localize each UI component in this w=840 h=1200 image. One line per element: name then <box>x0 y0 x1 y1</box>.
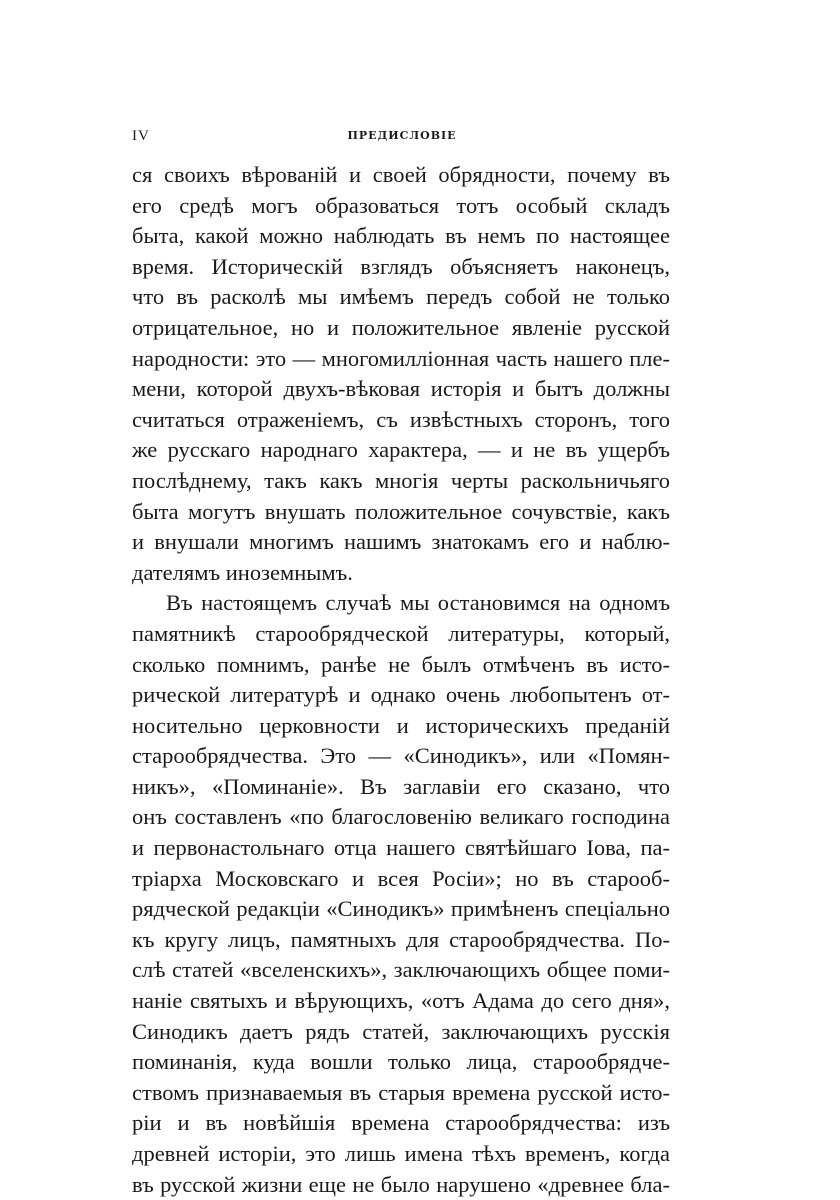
text-line: носительно церковности и историческихъ преданій <box>132 712 670 738</box>
text-line: считаться отраженіемъ, съ извѣстныхъ сторонъ, того <box>132 406 670 432</box>
text-line: народности: это — многомилліонная часть нашего пле- <box>132 345 670 371</box>
text-line: отрицательное, но и положительное явленіе русской <box>132 314 670 340</box>
text-line: тріарха Московскаго и всея Росіи»; но въ старооб- <box>132 865 670 891</box>
text-line: рядческой редакціи «Синодикъ» примѣненъ спеціально <box>132 896 670 922</box>
text-line: древней исторіи, это лишь имена тѣхъ временъ, когда <box>132 1141 670 1166</box>
text-line: слѣ статей «вселенскихъ», заключающихъ общее поми- <box>132 957 670 983</box>
running-head: ПРЕДИСЛОВІЕ <box>347 129 457 142</box>
text-line: рической литературѣ и однако очень любопытенъ от- <box>132 682 670 708</box>
paragraph-end-line: дателямъ иноземнымъ. <box>132 559 353 585</box>
text-line: быта могутъ внушать положительное сочувствіе, какъ <box>132 498 670 524</box>
text-line: Синодикъ даетъ рядъ статей, заключающихъ русскія <box>132 1018 670 1044</box>
text-line: что въ расколѣ мы имѣемъ передъ собой не только <box>132 284 670 310</box>
text-line: послѣднему, такъ какъ многія черты раскольничьяго <box>132 467 670 493</box>
text-line: наніе святыхъ и вѣрующихъ, «отъ Адама до сего дня», <box>132 988 670 1014</box>
text-line: ріи и въ новѣйшія времена старообрядчества: изъ <box>132 1110 670 1136</box>
text-line: же русскаго народнаго характера, — и не въ ущербъ <box>132 437 670 463</box>
text-line: къ кругу лицъ, памятныхъ для старообрядчества. По- <box>132 926 670 952</box>
text-line: старообрядчества. Это — «Синодикъ», или «Помян- <box>132 743 670 769</box>
text-line: ствомъ признаваемыя въ старыя времена русской исто- <box>132 1079 670 1105</box>
text-line: мени, которой двухъ-вѣковая исторія и бытъ должны <box>132 376 670 402</box>
text-line: сколько помнимъ, ранѣе не былъ отмѣченъ въ исто- <box>132 651 670 677</box>
text-line: его средѣ могъ образоваться тотъ особый складъ <box>132 192 670 218</box>
text-line: въ русской жизни еще не было нарушено «древнее бла- <box>132 1171 670 1197</box>
text-line: быта, какой можно наблюдать въ немъ по настоящее <box>132 223 670 249</box>
page-number: IV <box>132 128 150 144</box>
text-line: время. Историческій взглядъ объясняетъ наконецъ, <box>132 253 670 279</box>
body-text <box>132 160 670 1200</box>
paragraph-start-line: Въ настоящемъ случаѣ мы остановимся на одномъ <box>166 590 670 616</box>
text-line: памятникѣ старообрядческой литературы, который, <box>132 620 670 646</box>
text-line: и первонастольнаго отца нашего святѣйшаго Іова, па- <box>132 835 670 861</box>
page-header <box>132 128 672 148</box>
text-line: и внушали многимъ нашимъ знатокамъ его и наблю- <box>132 529 670 555</box>
text-line: поминанія, куда вошли только лица, старообрядче- <box>132 1049 670 1075</box>
text-line: ся своихъ вѣрованій и своей обрядности, почему въ <box>132 162 670 187</box>
text-line: никъ», «Поминаніе». Въ заглавіи его сказано, что <box>132 773 670 799</box>
text-line: онъ составленъ «по благословенію великаго господина <box>132 804 670 830</box>
